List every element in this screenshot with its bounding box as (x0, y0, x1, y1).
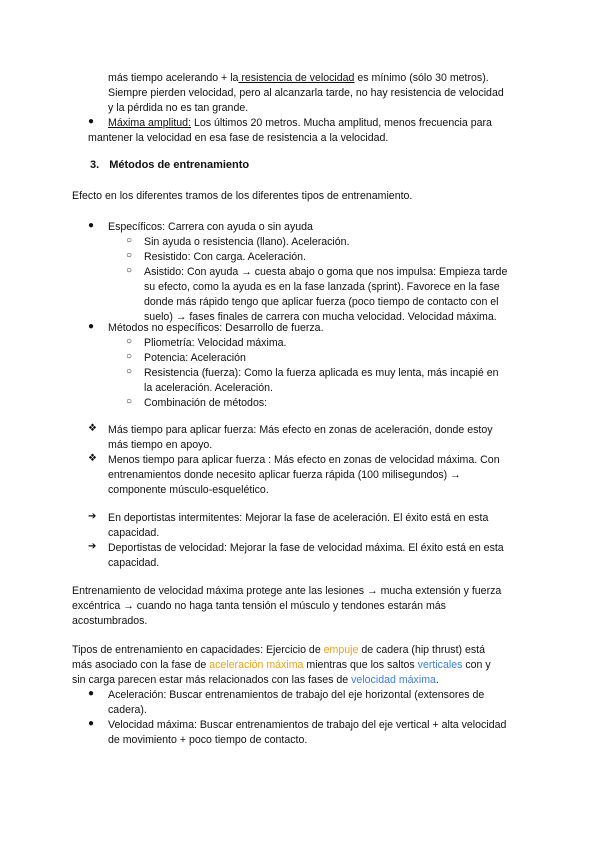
circle-bullet-icon: ○ (126, 366, 133, 377)
bullet-icon: ● (88, 321, 95, 332)
list-item: ❖ Menos tiempo para aplicar fuerza : Más efecto en zonas de velocidad máxima. Con entrenamientos donde necesito aplicar fuerza rápida (100 milisegundos) → componente músculo-esquelético. (88, 453, 500, 496)
max-amplitude-item: ● Máxima amplitud: Los últimos 20 metros. Mucha amplitud, menos frecuencia para mantener la velocidad en esa fase de resistencia a la velocidad. (88, 116, 492, 144)
highlight-max-speed: velocidad máxima (351, 674, 436, 686)
final-bullets (88, 688, 526, 748)
highlight-vertical: verticales (417, 659, 463, 671)
specific-sublist: ○ Sin ayuda o resistencia (llano). Aceleración. ○ Resistido: Con carga. Aceleración. ○ Asistido: Con ayuda → cuesta abajo o goma que nos impulsa: Empieza tarde su efecto, como la ayuda es en la fase lanzada (sprint). Favorece en la fase donde más rápido tengo que aplicar fuerza (poco tiempo de contacto con el suelo) → fases finales de carrera con mucha velocidad. Velocidad máxima. (126, 235, 508, 323)
bullet-icon: ● (88, 116, 95, 127)
bullet-icon: ● (88, 688, 95, 699)
circle-bullet-icon: ○ (126, 351, 133, 362)
intro-line-1: más tiempo acelerando + la resistencia de velocidad es mínimo (sólo 30 metros). (108, 72, 489, 84)
circle-bullet-icon: ○ (126, 396, 133, 407)
list-item: ➔ En deportistas intermitentes: Mejorar la fase de aceleración. El éxito está en esta capacidad. (88, 511, 489, 539)
bullet-icon: ● (88, 220, 95, 231)
diamond-bullet-icon: ❖ (88, 423, 97, 434)
diamond-bullet-icon: ❖ (88, 453, 97, 464)
intro-block (108, 71, 526, 116)
arrow-list (88, 511, 526, 571)
arrow-bullet-icon: ➔ (88, 511, 97, 522)
effect-intro: Efecto en los diferentes tramos de los diferentes tipos de entrenamiento. (72, 190, 413, 202)
circle-bullet-icon: ○ (126, 250, 133, 261)
max-speed-paragraph: Entrenamiento de velocidad máxima protege ante las lesiones → mucha extensión y fuerza excéntrica → cuando no haga tanta tensión el músculo y tendones estarán más acostumbrados. (72, 585, 502, 627)
nonspecific-sublist: ○ Pliometría: Velocidad máxima. ○ Potencia: Aceleración ○ Resistencia (fuerza): Como la fuerza aplicada es muy lenta, más incapié en la aceleración. Aceleración. ○ Combinación de métodos: (126, 336, 499, 409)
list-item: ➔ Deportistas de velocidad: Mejorar la fase de velocidad máxima. El éxito está en esta capacidad. (88, 541, 504, 569)
intro-line-3: y la pérdida no es tan grande. (108, 102, 249, 114)
nonspecific-label: Métodos no específicos: Desarrollo de fuerza. (108, 322, 324, 334)
nonspecific-methods (88, 321, 528, 411)
max-amplitude-label: Máxima amplitud: (108, 117, 192, 129)
resistance-velocity-term: resistencia de velocidad (238, 72, 355, 84)
types-paragraph: Tipos de entrenamiento en capacidades: Ejercicio de empuje de cadera (hip thrust) está más asociado con la fase de aceleración máxima mientras que los saltos verticales con y sin carga parecen estar más relacionados con las fases de velocidad máxima. (72, 644, 491, 686)
highlight-max-acceleration: aceleración máxima (209, 659, 304, 671)
section-title: Métodos de entrenamiento (109, 159, 250, 171)
specific-methods (88, 220, 528, 325)
specific-label: Específicos: Carrera con ayuda o sin ayuda (108, 221, 313, 233)
circle-bullet-icon: ○ (126, 336, 133, 347)
circle-bullet-icon: ○ (126, 265, 133, 276)
highlight-push: empuje (323, 644, 359, 656)
diamond-list (88, 423, 526, 498)
bullet-icon: ● (88, 718, 95, 729)
intro-line-2: Siempre pierden velocidad, pero al alcanzarla tarde, no hay resistencia de velocidad (108, 87, 504, 99)
section-number: 3. (90, 159, 100, 171)
circle-bullet-icon: ○ (126, 235, 133, 246)
list-item: ❖ Más tiempo para aplicar fuerza: Más efecto en zonas de aceleración, donde estoy más tiempo en apoyo. (88, 423, 493, 451)
list-item: ● Velocidad máxima: Buscar entrenamientos de trabajo del eje vertical + alta velocidad de movimiento + poco tiempo de contacto. (88, 718, 507, 746)
list-item: ● Aceleración: Buscar entrenamientos de trabajo del eje horizontal (extensores de cadera). (88, 688, 485, 716)
arrow-bullet-icon: ➔ (88, 541, 97, 552)
section-heading (90, 158, 249, 173)
